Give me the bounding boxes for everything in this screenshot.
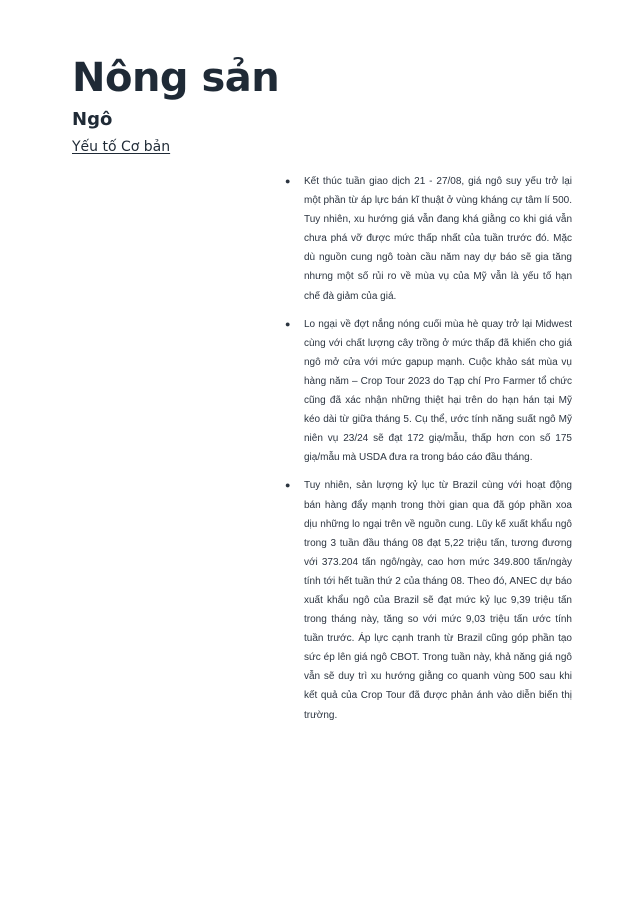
bullet-dot-icon: ● [285,176,291,186]
section-link-fundamentals[interactable]: Yếu tố Cơ bản [72,139,171,155]
page-title: Nông sản [72,55,280,101]
page-subtitle: Ngô [72,109,113,130]
list-item [285,476,572,724]
list-item [285,172,572,306]
bullet-dot-icon: ● [285,480,291,491]
bullet-text: Tuy nhiên, sản lượng kỷ lục từ Brazil cùng với hoạt động bán hàng đẩy mạnh trong thời gian qua đã góp phần xoa dịu những lo ngại trên về nguồn cung. Lũy kế xuất khẩu ngô trong 3 tuần đầu tháng 08 đạt 5,22 triệu tấn, tương đương với 373.204 tấn ngô/ngày, cao hơn mức 349.800 tấn/ngày tính tới hết tuần thứ 2 của tháng 08. Theo đó, ANEC dự báo xuất khẩu ngô của Brazil sẽ đạt mức kỷ lục 9,39 triệu tấn trong tháng này, tăng so với mức 9,03 triệu tấn ước tính tuần trước. Áp lực cạnh tranh từ Brazil cũng góp phần tạo sức ép lên giá ngô CBOT. Trong tuần này, khả năng giá ngô vẫn sẽ duy trì xu hướng giằng co quanh vùng 500 sau khi kết quả của Crop Tour đã được phản ánh vào diễn biến thị trường. [304,480,572,721]
bullet-dot-icon: ● [285,318,291,329]
list-item [285,315,572,468]
bullet-list [285,172,572,734]
bullet-text: Lo ngại về đợt nắng nóng cuối mùa hè quay trở lại Midwest cùng với chất lượng cây trồng ở mức thấp đã khiến cho giá ngô mở cửa với mức gapup mạnh. Cuộc khảo sát mùa vụ hàng năm – Crop Tour 2023 do Tạp chí Pro Farmer tổ chức cũng đã xác nhận những thiệt hại trên do hạn hán tại Mỹ kéo dài từ giữa tháng 5. Cụ thể, ước tính năng suất ngô Mỹ niên vụ 23/24 sẽ đạt 172 giạ/mẫu, thấp hơn con số 175 giạ/mẫu mà USDA đưa ra trong báo cáo đầu tháng. [304,318,572,464]
bullet-text: Kết thúc tuần giao dịch 21 - 27/08, giá ngô suy yếu trở lại một phần từ áp lực bán kĩ thuật ở vùng kháng cự tâm lí 500. Tuy nhiên, xu hướng giá vẫn đang khá giằng co khi giá vẫn chưa phá vỡ được mức thấp nhất của tuần trước đó. Mặc dù nguồn cung ngô toàn cầu năm nay dự báo sẽ gia tăng nhưng một số rủi ro về mùa vụ của Mỹ vẫn là yếu tố hạn chế đà giảm của giá. [304,176,572,302]
